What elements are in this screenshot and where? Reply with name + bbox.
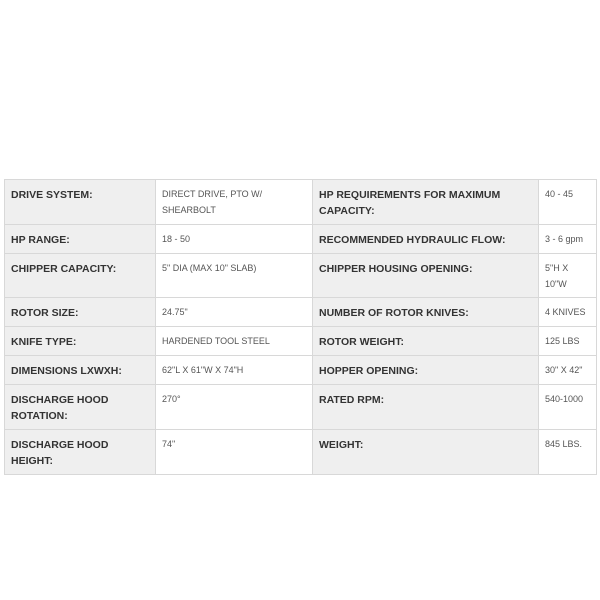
- spec-value: 40 - 45: [539, 180, 597, 225]
- spec-label: DISCHARGE HOOD ROTATION:: [5, 385, 156, 430]
- table-row: [5, 298, 597, 327]
- spec-label: NUMBER OF ROTOR KNIVES:: [313, 298, 539, 327]
- spec-value: 5"H X 10"W: [539, 254, 597, 298]
- spec-value: 62"L X 61"W X 74"H: [156, 356, 313, 385]
- spec-label: HP REQUIREMENTS FOR MAXIMUM CAPACITY:: [313, 180, 539, 225]
- spec-value: 4 KNIVES: [539, 298, 597, 327]
- spec-value: 30" X 42": [539, 356, 597, 385]
- spec-label: ROTOR SIZE:: [5, 298, 156, 327]
- table-row: [5, 225, 597, 254]
- spec-value: HARDENED TOOL STEEL: [156, 327, 313, 356]
- table-row: [5, 180, 597, 225]
- spec-value: 125 LBS: [539, 327, 597, 356]
- spec-value: 540-1000: [539, 385, 597, 430]
- spec-label: HP RANGE:: [5, 225, 156, 254]
- spec-label: CHIPPER HOUSING OPENING:: [313, 254, 539, 298]
- spec-label: ROTOR WEIGHT:: [313, 327, 539, 356]
- spec-label: WEIGHT:: [313, 430, 539, 475]
- spec-value: 3 - 6 gpm: [539, 225, 597, 254]
- spec-value: 270°: [156, 385, 313, 430]
- spec-label: DRIVE SYSTEM:: [5, 180, 156, 225]
- spec-label: CHIPPER CAPACITY:: [5, 254, 156, 298]
- specifications-table: [4, 179, 597, 475]
- table-row: [5, 356, 597, 385]
- spec-label: KNIFE TYPE:: [5, 327, 156, 356]
- spec-label: RECOMMENDED HYDRAULIC FLOW:: [313, 225, 539, 254]
- table-row: [5, 254, 597, 298]
- spec-value: 74": [156, 430, 313, 475]
- spec-label: HOPPER OPENING:: [313, 356, 539, 385]
- spec-label: DIMENSIONS LXWXH:: [5, 356, 156, 385]
- spec-label: RATED RPM:: [313, 385, 539, 430]
- spec-value: 18 - 50: [156, 225, 313, 254]
- table-row: [5, 385, 597, 430]
- spec-label: DISCHARGE HOOD HEIGHT:: [5, 430, 156, 475]
- spec-value: DIRECT DRIVE, PTO W/ SHEARBOLT: [156, 180, 313, 225]
- spec-value: 5" DIA (MAX 10" SLAB): [156, 254, 313, 298]
- table-row: [5, 430, 597, 475]
- table-row: [5, 327, 597, 356]
- spec-value: 24.75": [156, 298, 313, 327]
- spec-value: 845 LBS.: [539, 430, 597, 475]
